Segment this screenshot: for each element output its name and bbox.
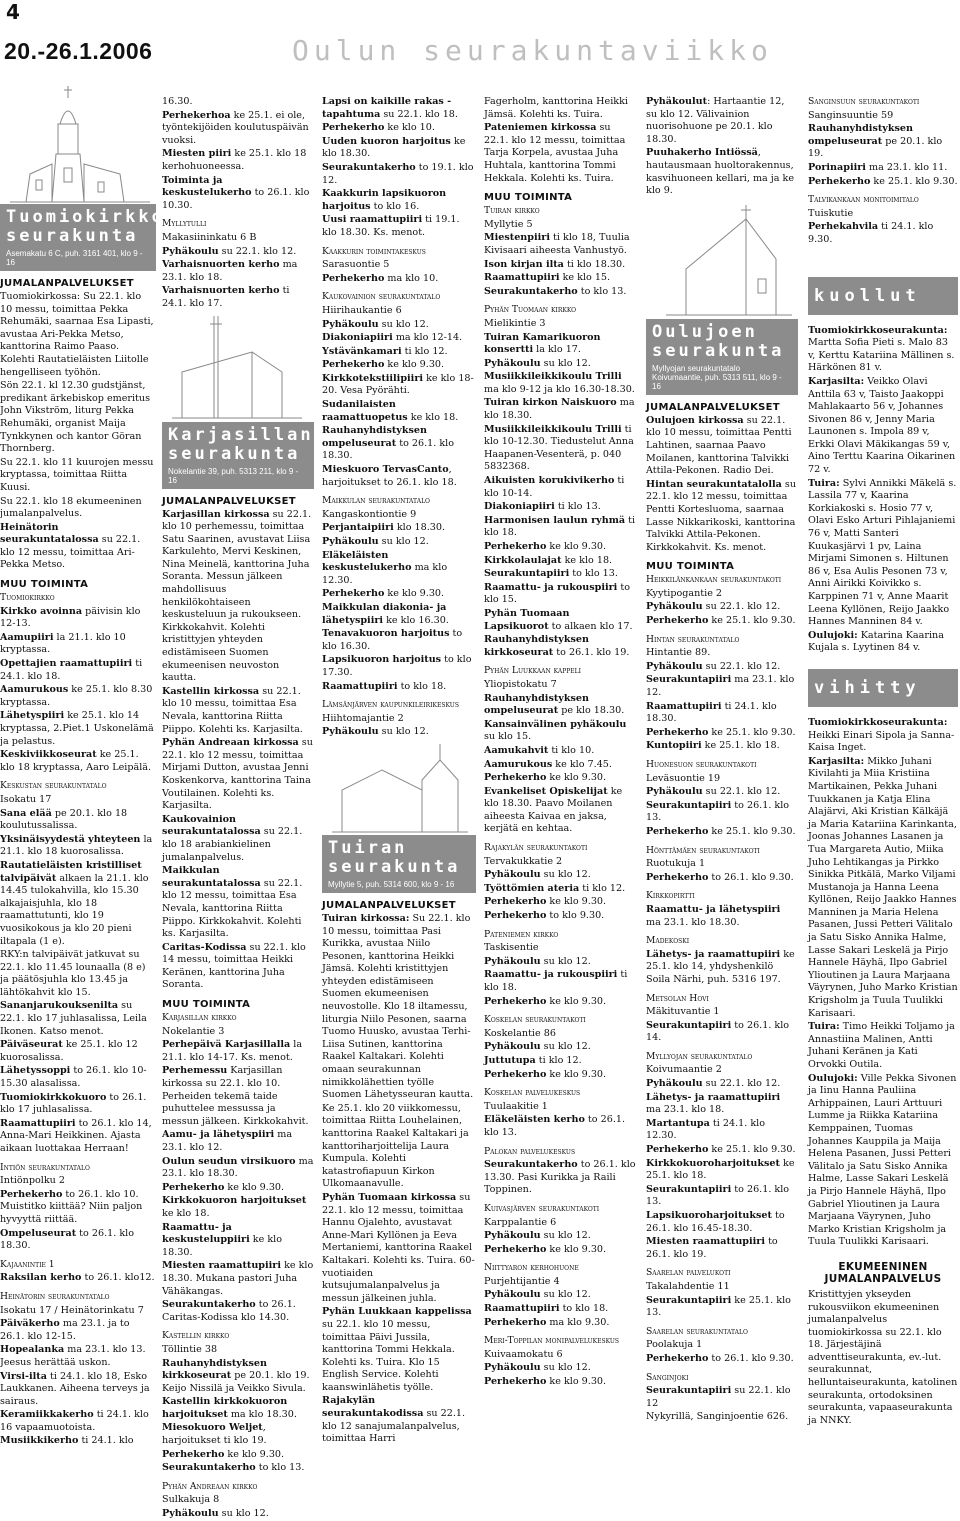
venue-name: Pyhän Andreaan kirkko xyxy=(162,1480,258,1492)
event-item: Tuiran kirkossa: Su 22.1. klo 10 messu, toimittaa Pasi Kurikka, avustaa Niilo Pesonen, kanttorina Heikki Jämsä. Kolehti kristittyjen yhteyden edistämiseen Suomen ekumeenisen neuvostolle. Klo 18 iltamessu, liturgia Niilo Pesonen, saarna Tuomo Huusko, avustaa Terhi-Liisa Sutinen, kanttorina Raakel Kaltakari. Kolehti omaan seurakunnan nimikkolähettien työlle Suomen Lähetysseuran kautta. xyxy=(322,912,474,1101)
event-item: Päiväkerho ma 23.1. ja to 26.1. klo 12-15. xyxy=(0,1318,130,1342)
event-item: Pyhäkoulu su klo 12. xyxy=(484,955,591,967)
venue-name: Saarelan palvelukoti xyxy=(646,1267,731,1279)
venue-name: Koskelan palvelukeskus xyxy=(484,1087,581,1099)
paragraph: Su 22.1. klo 18 ekumeeninen jumalanpalvelus. xyxy=(0,495,142,520)
venue-name: Kirkkopirtti xyxy=(646,890,695,902)
event-item: Perhekerho ke 25.1. klo 9.30. xyxy=(646,726,796,738)
event-item: Raamattu- ja rukouspiiri ti klo 18. xyxy=(484,969,628,993)
event-item: Mieskuoro TervasCanto, harjoitukset to 26.1. klo 18. xyxy=(322,464,457,488)
event-item: Pyhäkoulu su klo 12. xyxy=(322,318,429,330)
event-item: Perhekerho ke klo 9.30. xyxy=(484,772,607,784)
event-item: Rauhanyhdistyksen ompeluseurat pe 20.1. klo 19. xyxy=(808,123,943,160)
venue-address: Takalahdentie 11 xyxy=(646,1280,730,1292)
event-item: Rauhanyhdistyksen kirkkoseurat to 26.1. klo 19. xyxy=(484,634,630,658)
event-item: Pyhäkoulu su 22.1. klo 12. xyxy=(646,601,781,613)
event-item: Aamukahvit ti klo 10. xyxy=(484,744,595,756)
event-item: Perhepäivä Karjasillalla la 21.1. klo 14-17. Ks. menot. xyxy=(162,1039,303,1063)
event-item: Rauhanyhdistyksen ompeluseurat pe klo 18.30. xyxy=(484,692,625,717)
event-item: Aamurukous ke 25.1. klo 8.30 kryptassa. xyxy=(0,684,153,708)
banner-address: Asemakatu 6 C, puh. 3161 401, klo 9 - 16 xyxy=(6,249,143,267)
event-item: Raamattupiiri ti 24.1. klo 18.30. xyxy=(646,700,777,725)
event-item: Opettajien raamattupiiri ti 24.1. klo 18. xyxy=(0,658,143,682)
event-item: Oulujoen kirkossa su 22.1. klo 10 messu, toimittaa Pentti Lahtinen, saarnaa Paavo Moilanen, kanttorina Talvikki Attila-Pekonen. Radio Dei. xyxy=(646,414,792,477)
column-3 xyxy=(322,96,476,1445)
event-item: Perhekerho to 26.1. klo 9.30. xyxy=(646,1352,794,1364)
venue-name: Pateniemen kirkko xyxy=(484,928,559,940)
venue-address: Poolakuja 1 xyxy=(646,1339,703,1351)
event-item: Perhekerho ke klo 9.30. xyxy=(484,1376,607,1388)
venue-name: Kaukovainion seurakuntatalo xyxy=(322,291,441,303)
event-item: Kaakkurin lapsikuoron harjoitus to klo 16. xyxy=(322,188,447,212)
venue-address: Karppalantie 6 xyxy=(484,1216,557,1228)
venue-name: Sanginsuun seurakuntakoti xyxy=(808,96,920,107)
paragraph: Heinätorin seurakuntatalossa su 22.1. klo 12 messu, toimittaa Ari-Pekka Metso. xyxy=(0,521,141,571)
event-item: Miesten piiri ke 25.1. klo 18 kerhohuoneessa. xyxy=(162,148,307,172)
event-item: Martantupa ti 24.1. klo 12.30. xyxy=(646,1117,766,1142)
event-item: Lähetys- ja raamattupiiri ke 25.1. klo 14, yhdyshenkilö Soila Närhi, puh. 5316 197. xyxy=(646,948,795,985)
venue-address: Isokatu 17 / Heinätorinkatu 7 xyxy=(0,1304,144,1316)
church-illustration xyxy=(162,312,314,422)
venue-name: Saarelan seurakuntatalo xyxy=(646,1325,748,1337)
event-item: Rajakylän seurakuntakodissa su 22.1. klo 12 sanajumalanpalvelus, toimittaa Harri xyxy=(322,1395,466,1445)
event-item: Pyhäkoulu su klo 12. xyxy=(322,536,429,547)
event-item: Miesokuoro Weljet, harjoitukset ti klo 19. xyxy=(162,1422,267,1447)
event-item: Perhekerho ke klo 9.30. xyxy=(484,995,607,1007)
event-item: Kirkkokuoron harjoitukset ke klo 18. xyxy=(162,1195,307,1219)
venue-address: Myllytie 5 xyxy=(484,218,533,230)
event-item: Rauhanyhdistyksen ompeluseurat to 26.1. klo 18.30. xyxy=(322,425,455,462)
event-item: Seurakuntapiiri to klo 13. xyxy=(484,568,618,580)
event-item: Harmonisen laulun ryhmä ti klo 18. xyxy=(484,514,636,539)
event-item: Virsi-ilta ti 24.1. klo 18, Esko Laukkanen. Aiheena terveys ja sairaus. xyxy=(0,1370,150,1407)
venue-address: Nokelantie 3 xyxy=(162,1025,225,1037)
event-item: Pyhäkoulu su 22.1. klo 12. xyxy=(646,786,781,798)
event-item: Kirkko avoinna päivisin klo 12-13. xyxy=(0,605,141,630)
notice-item: Tuira: Sylvi Annikki Mäkelä s. Lassila 77 v, Kaarina Korkiakoski s. Hosio 77 v, Olavi Esko Arturi Pihlajaniemi 76 v, Matti Santeri Kuukasjärvi 1 pv, Laina Mirjami Simonen s. Hiltunen 86 v, Esa Aulis Pesonen 73 v, Anni Airikki Koivikko s. Karppinen 71 v, Anne Maarit Leena Kyllönen, Reijo Jaakko Hannes Manninen 84 v. xyxy=(808,477,957,628)
venue-name: Koskelan seurakuntakoti xyxy=(484,1014,586,1026)
event-item: Uuden kuoron harjoitus ke klo 18.30. xyxy=(322,135,466,160)
event-item: Kirkkolaulajat ke klo 18. xyxy=(484,554,613,566)
event-item: Perhekerho ke klo 9.30. xyxy=(484,541,607,552)
church-illustration xyxy=(0,84,156,204)
tuomiokirkko-banner xyxy=(0,204,179,271)
venue-name: Lämsänjärven kaupunkileirikeskus xyxy=(322,699,459,711)
event-item: Ison kirjan ilta ti klo 18.30. xyxy=(484,258,626,270)
venue-name: Talvikankaan monitoimitalo xyxy=(808,194,919,206)
banner-address: Myllytie 5, puh. 5314 600, klo 9 - 16 xyxy=(328,879,455,889)
venue-name: Tuiran kirkko xyxy=(484,205,540,217)
karjasilta-banner xyxy=(162,422,314,489)
event-item: Seurakuntapiiri ke 25.1. klo 13. xyxy=(646,1294,791,1319)
event-item: Caritas-Kodissa su 22.1. klo 14 messu, toimittaa Heikki Keränen, kanttorina Juha Soranta. xyxy=(162,941,306,991)
venue-name: Tuomiokirkko xyxy=(0,592,55,604)
event-item: Perhekerho ma klo 9.30. xyxy=(484,1316,610,1328)
event-item: Keskiviikkoseurat ke 25.1. klo 18 kryptassa, Aaro Leipälä. xyxy=(0,749,152,773)
venue-name: Pyhän Luukkaan kappeli xyxy=(484,665,582,677)
venue-address: Yliopistokatu 7 xyxy=(484,678,557,690)
event-item: Tenavakuoron harjoitus to klo 16.30. xyxy=(322,628,463,652)
event-item: Kaukovainion seurakuntatalossa su 22.1. klo 18 arabiankielinen jumalanpalvelus. xyxy=(162,813,303,863)
event-item: Evankeliset Opiskelijat ke klo 18.30. Paavo Moilanen aiheesta Kaivaa en jaksa, kerjätä en kehtaa. xyxy=(484,785,623,835)
paragraph: Kristittyjen ykseyden rukousviikon ekumeeninen jumalanpalvelus tuomiokirkossa su 22.1. klo 18. Järjestäjinä adventtiseurakunta, ev.-lut. seurakunnat, helluntaiseurakunta, katolinen seurakunta, ortodoksinen seurakunta, vapaaseurakunta ja NNKY. xyxy=(808,1288,958,1426)
event-item: Seurakuntapiiri to 26.1. klo 13. xyxy=(646,1183,790,1208)
event-item: Perhekerho to 26.1. klo 9.30. xyxy=(646,871,794,883)
notice-item: Oulujoki: Ville Pekka Sivonen ja Iinu Hanna Pauliina Arhippainen, Lauri Arttuuri Lumme ja Riikka Katariina Kemppainen, Tuomas Johannes Kauppila ja Maija Helena Pasanen, Jussi Petteri Välitalo ja Satu Sisko Annika Halme, Lasse Sakari Leskelä ja Pirjo Hannele Häyhä, Ilpo Gabriel Ylioutinen ja Laura Marjaana Väyrynen, Juho Marko Kristian Krigsholm ja Tuula Tuulikki Karisaari. xyxy=(808,1072,957,1248)
venue-address: Mielikintie 3 xyxy=(484,317,546,329)
event-item: Eläkeläisten kerho to 26.1. klo 13. xyxy=(484,1114,626,1138)
event-item: Raamattupiiri to klo 18. xyxy=(484,1303,609,1315)
event-item: Musiikkileikkikoulu Trilli ti klo 10-12.30. Tiedustelut Anna Haapanen-Vesenterä, p. 040 5832368. xyxy=(484,423,634,473)
event-item: Perhekerho ma klo 10. xyxy=(322,272,439,284)
event-item: Pyhän Tuomaan Lapsikuorot to alkaen klo 17. xyxy=(484,607,633,632)
venue-name: Metsolan Hovi xyxy=(646,992,709,1004)
event-item: Perhekerho ke 25.1. klo 9.30. xyxy=(646,1144,796,1156)
venue-address: Sulkakuja 8 xyxy=(162,1494,220,1506)
event-item: Aamu- ja lähetyspiiri ma 23.1. klo 12. xyxy=(162,1129,293,1153)
event-item: Raamattupiiri ke klo 15. xyxy=(484,272,611,284)
event-item: Raamattupiiri to 26.1. klo 14, Anna-Mari Heikkinen. Ajasta aikaan luottakaa Herraan! xyxy=(0,1117,152,1154)
event-item: Pateniemen kirkossa su 22.1. klo 12 messu, toimittaa Tarja Korpela, avustaa Juha Huhtala, kanttorina Tommi Hekkala. Kolehti ks. Tuira. xyxy=(484,122,626,184)
banner-address: Myllyojan seurakuntatalo Koivumaantie, puh. 5313 511, klo 9 - 16 xyxy=(652,363,782,391)
section-heading: MUU TOIMINTA xyxy=(0,579,89,591)
event-item: Pyhäkoulu su klo 12. xyxy=(484,1041,591,1053)
paragraph: Nykyrillä, Sanginjoentie 626. xyxy=(646,1411,789,1423)
event-item: Toiminta ja keskustelukerho to 26.1. klo 10.30. xyxy=(162,174,310,211)
event-item: Oulun seudun virsikuoro ma 23.1. klo 18.30. xyxy=(162,1155,314,1180)
event-item: Keramiikkakerho ti 24.1. klo 16 vapaamuotoista. xyxy=(0,1409,149,1433)
event-item: Raksilan kerho to 26.1. klo12. xyxy=(0,1272,155,1284)
event-item: Kastellin kirkkokuoron harjoitukset ma klo 18.30. xyxy=(162,1396,297,1420)
notice-item: Tuomiokirkkoseurakunta: Martta Sofia Pieti s. Malo 83 v, Kerttu Katariina Mällinen s. Härkönen 81 v. xyxy=(808,324,955,374)
venue-address: Leväsuontie 19 xyxy=(646,772,721,784)
section-heading: MUU TOIMINTA xyxy=(646,561,735,573)
event-item: Perhekerho ke klo 9.30. xyxy=(162,1181,285,1193)
event-item: Pyhäkoulu su klo 12. xyxy=(484,1289,591,1301)
venue-address: Koivumaantie 2 xyxy=(646,1064,722,1076)
notice-item: Oulujoki: Katarina Kaarina Kujala s. Lyytinen 84 v. xyxy=(808,629,944,654)
venue-name: Karjasillan kirkko xyxy=(162,1012,237,1024)
event-item: Perhemessu Karjasillan kirkossa su 22.1. klo 10. Perheiden tekemä taide puhuttelee messussa ja messun jälkeen. Kirkkokahvit. xyxy=(162,1065,309,1127)
paragraph: RKY:n talvipäivät jatkuvat su 22.1. klo 11.45 lounaalla (8 e) ja päätösjuhla klo 13.45 ja lähtökahvit klo 15. xyxy=(0,949,146,998)
venue-address: Purjehtijantie 4 xyxy=(484,1275,560,1287)
event-item: Kirkkokuoroharjoitukset ke 25.1. klo 18. xyxy=(646,1157,795,1182)
event-item: Perhekerho ke 25.1. klo 9.30. xyxy=(646,825,796,837)
event-item: Seurakuntakerho to klo 13. xyxy=(162,1462,305,1474)
event-item: Maikkulan diakonia- ja lähetyspiiri ke klo 16.30. xyxy=(322,601,449,626)
event-item: Perhekerho ke klo 9.30. xyxy=(322,359,445,371)
event-item: Perhekerho ke 25.1. klo 9.30. xyxy=(808,175,958,187)
section-heading: MUU TOIMINTA xyxy=(162,999,251,1011)
venue-address: Makasiininkatu 6 B xyxy=(162,231,257,243)
event-item: Lähetyssoppi to 26.1. klo 10-15.30 alasalissa. xyxy=(0,1065,147,1090)
venue-name: Rajakylän seurakuntakoti xyxy=(484,842,588,854)
event-item: Hintan seurakuntatalolla su 22.1. klo 12 messu, toimittaa Pentti Kortesluoma, saarnaa Lasse Nikkarikoski, kanttorina Talvikki Attila-Pekonen. Kirkkokahvit. Ks. menot. xyxy=(646,478,796,553)
section-heading: JUMALANPALVELUKSET xyxy=(0,278,134,289)
oulujoki-banner xyxy=(646,319,798,395)
column-4 xyxy=(484,96,636,1445)
event-item: Rauhanyhdistyksen kirkkoseurat pe 20.1. klo 19. Keijo Nissilä ja Veikko Sivula. xyxy=(162,1357,310,1394)
tuira-banner xyxy=(322,835,476,893)
venue-address: Intiönpolku 2 xyxy=(0,1175,65,1187)
event-item: Seurakuntakerho to 19.1. klo 12. xyxy=(322,161,474,186)
notice-item: Tuira: Timo Heikki Toljamo ja Annastiina Malinen, Antti Juhani Keränen ja Kati Orvokki Outila. xyxy=(808,1021,955,1070)
venue-address: Töllintie 38 xyxy=(162,1343,218,1355)
paragraph: Tuomiokirkossa: Su 22.1. klo 10 messu, toimittaa Pekka Rehumäki, saarnaa Esa Lipasti, avustaa Ari-Pekka Metso, kanttorina Raimo Paaso. Kolehti Rautatieläisten Liitolle hengelliseen työhön. xyxy=(0,291,154,378)
section-heading: JUMALANPALVELUKSET xyxy=(162,495,296,507)
event-item: Raamattu- ja rukouspiiri to klo 15. xyxy=(484,581,631,606)
event-item: Puuhakerho Intiössä, hautausmaan huoltorakennus, kasvihuoneen kellari, ma ja ke klo 9. xyxy=(646,147,795,197)
event-item: Sana elää pe 20.1. klo 18 koulutussalissa. xyxy=(0,807,128,832)
venue-name: Kuivasjärven seurakuntakoti xyxy=(484,1202,600,1214)
column-2 xyxy=(162,96,314,1520)
event-item: Kirkkotekstiilipiiri ke klo 18-20. Vesa Pyörähti. xyxy=(322,372,474,397)
event-item: Porinapiiri ma 23.1. klo 11. xyxy=(808,161,948,173)
venue-name: Hintan seurakuntatalo xyxy=(646,633,740,645)
event-item: Uusi raamattupiiri ti 19.1. klo 18.30. Ks. menot. xyxy=(322,214,460,238)
event-item: Kansainvälinen pyhäkoulu su klo 15. xyxy=(484,718,627,743)
event-item: Sudanilaisten raamattuopetus ke klo 18. xyxy=(322,399,459,423)
notice-item: Karjasilta: Veikko Olavi Anttila 63 v, Taisto Jaakoppi Mahlakaarto 56 v, Johannes Sivonen 86 v, Jenny Maria Launonen s. Impola 89 v, Erkki Olavi Mäkikangas 59 v, Aino Terttu Kaarina Oikarinen 72 v. xyxy=(808,375,956,476)
event-item: Pyhäkoulu su klo 12. xyxy=(484,869,591,881)
event-item: Päiväseurat ke 25.1. klo 12 kuorosalissa. xyxy=(0,1039,138,1063)
venue-address: Tuiskutie xyxy=(808,207,854,219)
venue-address: Kangaskontiontie 9 xyxy=(322,508,417,520)
event-item: Perhekerho ke klo 9.30. xyxy=(484,1243,607,1255)
venue-address: Ruotukuja 1 xyxy=(646,858,706,870)
event-item: Tuiran Kamarikuoron konsertti la klo 17. xyxy=(484,331,601,356)
venue-address: Kyytipogantie 2 xyxy=(646,587,723,599)
venue-address: Tervakukkatie 2 xyxy=(484,855,563,867)
paragraph: 16.30. xyxy=(162,96,193,107)
venue-name: Myllyojan seurakuntatalo xyxy=(646,1050,753,1062)
event-item: Seurakuntapiiri su 22.1. klo 12 xyxy=(646,1385,791,1409)
event-item: Lapsikuoron harjoitus to klo 17.30. xyxy=(322,654,472,678)
event-item: Aamurukous ke klo 7.45. xyxy=(484,758,612,770)
event-item: Aamupiiri la 21.1. klo 10 kryptassa. xyxy=(0,631,126,656)
banner-title: Oulujoen seurakunta xyxy=(652,321,785,361)
venue-name: Meri-Toppilan monipalvelukeskus xyxy=(484,1335,620,1347)
column-5 xyxy=(646,96,798,1445)
event-item: Perhekerho ke klo 9.30. xyxy=(484,896,607,908)
venue-name: Sanginjoki xyxy=(646,1371,689,1383)
banner-title: Tuomiokirkko-seurakunta xyxy=(6,207,179,246)
venue-name: Kajaanintie 1 xyxy=(0,1258,55,1270)
event-item: Diakoniapiiri ti klo 13. xyxy=(484,501,601,513)
event-item: Työttömien ateria ti klo 12. xyxy=(484,882,626,894)
event-item: Miesten raamattupiiri ke klo 18.30. Mukana pastori Juha Vähäkangas. xyxy=(162,1260,314,1297)
vihitty-heading: vihitty xyxy=(808,669,958,707)
event-item: Pyhäkoulut: Hartaantie 12, su klo 12. Välivainion nuorisohuone pe 20.1. klo 18.30. xyxy=(646,96,785,145)
venue-name: Heikkilänkankaan seurakuntakoti xyxy=(646,574,782,586)
event-item: Seurakuntakerho to 26.1. klo 13.30. Pasi Kurikka ja Raili Toppinen. xyxy=(484,1159,636,1196)
event-item: Pyhän Tuomaan kirkossa su 22.1. klo 12 messu, toimittaa Hannu Ojalehto, avustavat Anne-Mari Kyllönen ja Eeva Mertaniemi, kanttorina Raakel Kaltakari. Kolehti ks. Tuira. 60-vuotiaiden kutsujumalanpalvelus ja messun jälkeinen juhla. xyxy=(322,1191,475,1304)
event-item: Miestenpiiri ti klo 18, Tuulia Kivisaari aiheesta Vanhustyö. xyxy=(484,232,630,256)
event-item: Pyhän Andreaan kirkossa su 22.1. klo 12 messu, toimittaa Mirjami Dutton, avustaa Jenni Koskenkorva, kanttorina Taina Voutilainen. Kolehti ks. Karjasilta. xyxy=(162,737,313,812)
event-item: Ompeluseurat to 26.1. klo 18.30. xyxy=(0,1227,134,1252)
venue-address: Koskelantie 86 xyxy=(484,1027,556,1039)
ecumenical-heading: EKUMEENINEN JUMALANPALVELUS xyxy=(824,1260,942,1285)
event-item: Musiikkileikkikoulu Trilli ma klo 9-12 ja klo 16.30-18.30. xyxy=(484,371,635,395)
venue-name: Maikkulan seurakuntatalo xyxy=(322,495,430,507)
banner-title: Karjasillan seurakunta xyxy=(168,424,314,464)
event-item: Perhekerho to klo 9.30. xyxy=(484,910,605,922)
banner-address: Nokelantie 39, puh. 5313 211, klo 9 - 16 xyxy=(168,466,299,485)
event-item: Pyhäkoulu su klo 12. xyxy=(322,726,429,738)
event-item: Aikuisten korukivikerho ti klo 10-14. xyxy=(484,475,625,499)
event-item: Seurakuntapiiri to 26.1. klo 13. xyxy=(646,799,790,824)
event-item: Perhekerho ke klo 9.30. xyxy=(484,1068,607,1080)
event-item: Pyhäkoulu su klo 12. xyxy=(484,357,591,369)
paragraph: Sön 22.1. kl 12.30 gudstjänst, predikant ärkebiskop emeritus John Vikström, liturg Pekka Rehumäki, organist Maija Tynkkynen och kantor Göran Thornberg. xyxy=(0,380,151,455)
event-item: Diakoniapiiri ma klo 12-14. xyxy=(322,332,463,344)
event-item: Pyhäkoulu su klo 12. xyxy=(484,1230,591,1242)
event-item: Seurakuntakerho to klo 13. xyxy=(484,285,627,297)
event-item: Perjantaipiiri klo 18.30. xyxy=(322,522,446,534)
event-item: Seurakuntapiiri ma 23.1. klo 12. xyxy=(646,674,795,699)
paragraph: Su 22.1. klo 11 kuurojen messu kryptassa, toimittaa Riitta Kuusi. xyxy=(0,456,154,493)
venue-name: Intiön seurakuntatalo xyxy=(0,1161,90,1173)
event-item: Lapsi on kaikille rakas -tapahtuma su 22.1. klo 18. xyxy=(322,96,458,120)
kuollut-heading: kuollut xyxy=(808,277,958,315)
paragraph: Fagerholm, kanttorina Heikki Jämsä. Kolehti ks. Tuira. xyxy=(484,96,628,120)
venue-name: Kaakkurin toimintakeskus xyxy=(322,245,426,257)
event-item: Kastellin kirkossa su 22.1. klo 10 messu, toimittaa Esa Nevala, kanttorina Riitta Piippo. Kolehti ks. Karjasilta. xyxy=(162,685,303,735)
venue-name: Hönttämäen seurakuntakoti xyxy=(646,844,760,856)
event-item: Karjasillan kirkossa su 22.1. klo 10 perhemessu, toimittaa Satu Saarinen, avustavat Liisa Karkulehto, Mervi Keskinen, Nina Meinelä, kanttorina Juha Soranta. Messun jälkeen mahdollisuus henkilökohtaiseen keskusteluun ja rukoukseen. Kirkkokahvit. Kolehti kristittyjen yhteyden edistämiseen Suomen ekumeenisen neuvoston kautta. xyxy=(162,508,312,684)
venue-name: Myllytulli xyxy=(162,218,207,230)
event-item: Raamattupiiri to klo 18. xyxy=(322,680,447,692)
event-item: Perhekerho ke klo 10. xyxy=(322,122,435,134)
event-item: Perhekerho to 26.1. klo 10. Muistitko kiittää? Niin paljon hyvyyttä riittää. xyxy=(0,1188,143,1225)
event-item: Perhekerho ke klo 9.30. xyxy=(322,588,445,600)
venue-address: Sanginsuuntie 59 xyxy=(808,109,894,121)
event-item: Pyhän Luukkaan kappelissa su 22.1. klo 10 messu, toimittaa Päivi Jussila, kanttorina Tommi Hekkala. Kolehti ks. Tuira. Klo 15 English Service. Kolehti kaanswinlähetis työlle. xyxy=(322,1306,472,1393)
church-illustration xyxy=(646,199,798,319)
event-item: Pyhäkoulu su 22.1. klo 12. xyxy=(162,245,297,257)
event-item: Juttutupa ti klo 12. xyxy=(484,1054,582,1066)
event-item: Pyhäkoulu su klo 12. xyxy=(484,1362,591,1374)
venue-address: Mäkituvantie 1 xyxy=(646,1006,720,1018)
event-item: Yksinäisyydestä yhteyteen la 21.1. klo 18 kuorosalissa. xyxy=(0,833,153,858)
venue-name: Pyhän Tuomaan kirkko xyxy=(484,304,577,316)
issue-date: 20.-26.1.2006 xyxy=(4,38,153,64)
event-item: Varhaisnuorten kerho ma 23.1. klo 18. xyxy=(162,259,298,283)
notice-item: Tuomiokirkkoseurakunta: Heikki Einari Sipola ja Sanna-Kaisa Inget. xyxy=(808,716,955,754)
venue-name: Keskustan seurakuntatalo xyxy=(0,780,107,792)
event-item: Hopealanka ma 23.1. klo 13. Jeesus herättää uskon. xyxy=(0,1344,146,1368)
event-item: Tuiran kirkon Naiskuoro ma klo 18.30. xyxy=(484,397,635,422)
venue-address: Sarasuontie 5 xyxy=(322,259,390,271)
venue-name: Heinätorin seurakuntatalo xyxy=(0,1290,110,1302)
event-item: Tuomiokirkkokuoro to 26.1. klo 17 juhlasalissa. xyxy=(0,1091,147,1116)
notice-item: Karjasilta: Mikko Juhani Kivilahti ja Miia Kristiina Martikainen, Pekka Juhani Tuukkanen ja Katja Elina Alajärvi, Aki Kristian Kälkäjä ja Maria Katariina Karinkanta, Joonas Johannes Lasanen ja Tua Margareta Autio, Miika Juho Lehtikangas ja Pirkko Sinikka Pitkälä, Marko Viljami Mustanoja ja Hanna Leena Kyllönen, Reijo Jaakko Hannes Manninen ja Maria Helena Pasanen, Jussi Petteri Välitalo ja Satu Sisko Annika Halme, Lasse Sakari Leskelä ja Pirjo Hannele Häyhä, Ilpo Gabriel Ylioutinen ja Laura Marjaana Väyrynen, Juho Marko Kristian Krigsholm ja Tuula Tuulikki Karisaari. xyxy=(808,755,958,1019)
event-item: Varhaisnuorten kerho ti 24.1. klo 17. xyxy=(162,285,290,309)
event-item: Lähetys- ja raamattupiiri ma 23.1. klo 18. xyxy=(646,1091,781,1116)
event-item: Seurakuntapiiri to 26.1. klo 14. xyxy=(646,1019,790,1044)
event-item: Miesten raamattupiiri to 26.1. klo 19. xyxy=(646,1236,778,1260)
event-item: Perhekerho ke 25.1. klo 9.30. xyxy=(646,615,796,627)
event-item: Musiikkikerho ti 24.1. klo xyxy=(0,1435,134,1447)
event-item: Perhekerhoa ke 25.1. ei ole, työntekijöiden koulutuspäivän vuoksi. xyxy=(162,109,309,146)
venue-name: Madekoski xyxy=(646,935,690,947)
venue-address: Tuulaakitie 1 xyxy=(484,1100,548,1112)
venue-address: Hiihtomajantie 2 xyxy=(322,712,404,724)
venue-name: Palokan palvelukeskus xyxy=(484,1145,576,1157)
event-item: Maikkulan seurakuntatalossa su 22.1. klo 12 messu, toimittaa Esa Nevala, kanttorina Riitta Piippo. Kirkkokahvit. Kolehti ks. Karjasilta. xyxy=(162,865,303,940)
venue-name: Niittyaron kerhohuone xyxy=(484,1262,579,1274)
venue-name: Kastellin kirkko xyxy=(162,1330,230,1342)
venue-address: Hintantie 89. xyxy=(646,647,711,659)
column-6 xyxy=(808,96,958,1445)
event-item: Kuntopiiri ke 25.1. klo 18. xyxy=(646,740,780,752)
church-illustration xyxy=(322,740,476,835)
paragraph: Ke 25.1. klo 20 viikkomessu, toimittaa Riitta Louhelainen, kanttorina Raakel Kaltakari ja kanttoriharjoittelija Laura Kumpula. Kolehti katastrofiapuun Kirkon Ulkomaanavulle. xyxy=(322,1102,469,1190)
section-heading: JUMALANPALVELUKSET xyxy=(646,401,780,413)
venue-address: Kuivaamokatu 6 xyxy=(484,1348,563,1360)
masthead-title: Oulun seurakuntaviikko xyxy=(292,34,773,67)
event-item: Sananjarukouksenilta su 22.1. klo 17 juhlasalissa, Leila Ikonen. Katso menot. xyxy=(0,1000,147,1037)
section-heading: MUU TOIMINTA xyxy=(484,192,573,204)
event-item: Ystävänkamari ti klo 12. xyxy=(322,345,448,357)
event-item: Pyhäkoulu su klo 12. xyxy=(162,1508,269,1520)
event-item: Seurakuntakerho to 26.1. Caritas-Kodissa klo 14.30. xyxy=(162,1299,296,1323)
event-item: Lähetyspiiri ke 25.1. klo 14 kryptassa, 2.Piet.1 Uskonelämä ja pelastus. xyxy=(0,710,154,747)
venue-name: Huonesuon seurakuntakoti xyxy=(646,759,757,770)
event-item: Raamattu- ja keskusteluppiiri ke klo 18.30. xyxy=(162,1221,282,1258)
event-item: Pyhäkoulu su 22.1. klo 12. xyxy=(646,1078,781,1090)
venue-address: Taskisentie xyxy=(484,942,539,954)
event-item: Perhekahvila ti 24.1. klo 9.30. xyxy=(808,221,934,245)
section-heading: JUMALANPALVELUKSET xyxy=(322,899,456,911)
page-number: 4 xyxy=(6,0,20,24)
venue-address: Hiirihaukantie 6 xyxy=(322,304,402,316)
event-item: Pyhäkoulu su 22.1. klo 12. xyxy=(646,660,781,672)
event-item: Perhekerho ke klo 9.30. xyxy=(162,1448,285,1460)
banner-title: Tuiran seurakunta xyxy=(328,837,461,877)
event-item: Rautatieläisten kristilliset talvipäivät alkaen la 21.1. klo 14.45 tulokahvilla, klo 15.30 alkajaisjuhla, klo 18 raamattutunti, klo 19 vuosikokous ja klo 20 pieni iltapala (1 e). xyxy=(0,859,149,947)
event-item: Eläkeläisten keskustelukerho ma klo 12.30. xyxy=(322,549,448,586)
venue-address: Isokatu 17 xyxy=(0,793,52,805)
event-item: Lapsikuoroharjoitukset to 26.1. klo 16.45-18.30. xyxy=(646,1210,785,1234)
event-item: Raamattu- ja lähetyspiiri ma 23.1. klo 18.30. xyxy=(646,903,781,928)
